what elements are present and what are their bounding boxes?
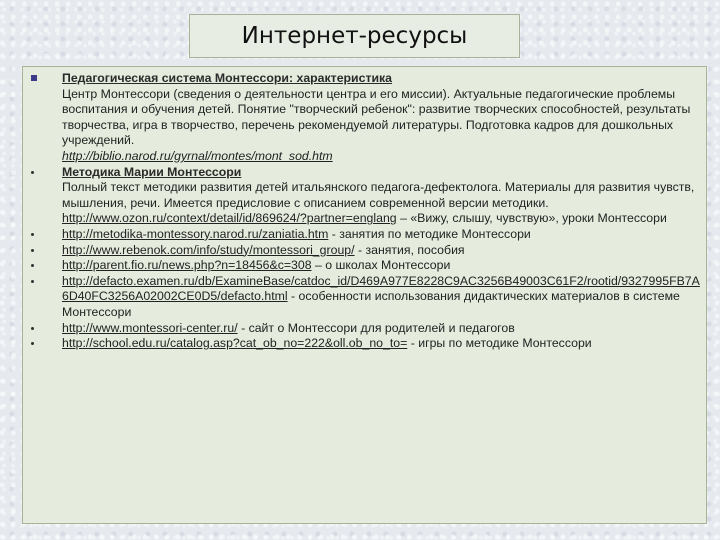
dot-bullet-icon — [31, 264, 34, 267]
list-item — [23, 227, 706, 243]
list-item — [23, 71, 706, 165]
resource-note: - игры по методике Монтессори — [410, 336, 592, 351]
list-item — [23, 243, 706, 259]
list-item — [23, 165, 706, 227]
dot-bullet-icon — [31, 171, 34, 174]
list-item — [23, 321, 706, 337]
list-item — [23, 336, 706, 352]
dot-bullet-icon — [31, 342, 34, 345]
resource-description: Центр Монтессори (сведения о деятельности центра и его миссии). Актуальные педагогические проблемы воспитания и обучения детей. Понятие "творческий ребенок": развитие творческих способностей, результаты творчества, игра в творчество, перечень рекомендуемой литературы. Подготовка кадров для дошкольных учреждений. — [62, 86, 691, 148]
resource-note: - особенности использования дидактических материалов в системе Монтессори — [62, 289, 680, 319]
dot-bullet-icon — [31, 327, 34, 330]
resource-link[interactable]: http://metodika-montessory.narod.ru/zaniatia.htm — [62, 226, 329, 241]
resource-link[interactable]: http://www.rebenok.com/info/study/montessori_group/ — [62, 242, 355, 257]
resource-link[interactable]: http://school.edu.ru/catalog.asp?cat_ob_no=222&oll.ob_no_to= — [62, 336, 408, 351]
slide-title: Интернет-ресурсы — [189, 14, 520, 58]
resource-note: - сайт о Монтессори для родителей и педагогов — [241, 320, 515, 335]
resource-description: Полный текст методики развития детей итальянского педагога-дефектолога. Материалы для развития чувств, мышления, речи. Имеется предисловие с описанием современной версии методики. — [62, 180, 695, 210]
resource-link[interactable]: http://www.ozon.ru/context/detail/id/869624/?partner=englang — [62, 211, 397, 226]
resource-link[interactable]: http://defacto.examen.ru/db/ExamineBase/catdoc_id/D469A977E8228C9AC3256B49003C61F2/rootid/9327995FB7A6D40FC3256A02002CE0D5/defacto.html — [62, 273, 700, 304]
resource-note: - занятия по методике Монтессори — [331, 226, 531, 241]
list-item — [23, 274, 706, 321]
list-item — [23, 258, 706, 274]
resource-note: – о школах Монтессори — [314, 258, 451, 273]
content-panel — [22, 66, 707, 524]
dot-bullet-icon — [31, 233, 34, 236]
resource-link[interactable]: http://biblio.narod.ru/gyrnal/montes/mont_sod.htm — [62, 148, 333, 163]
resource-note: - занятия, пособия — [357, 242, 465, 257]
dot-bullet-icon — [31, 280, 34, 283]
square-bullet-icon — [31, 75, 37, 81]
resource-heading-link[interactable]: Методика Марии Монтессори — [62, 164, 242, 179]
dot-bullet-icon — [31, 249, 34, 252]
resource-note: – «Вижу, слышу, чувствую», уроки Монтессори — [400, 211, 667, 226]
resource-link[interactable]: http://www.montessori-center.ru/ — [62, 320, 238, 335]
resource-heading-link[interactable]: Педагогическая система Монтессори: характеристика — [62, 71, 393, 85]
resource-link[interactable]: http://parent.fio.ru/news.php?n=18456&c=308 — [62, 258, 312, 273]
